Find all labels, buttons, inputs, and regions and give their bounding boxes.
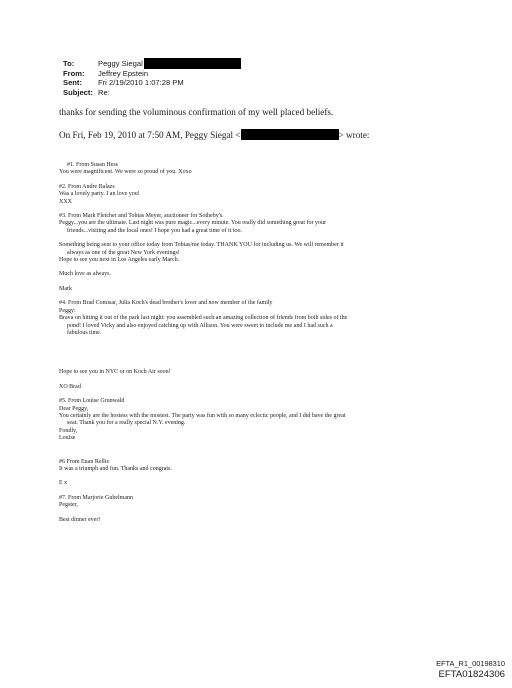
message-line: Fondly,: [59, 427, 78, 434]
quote-intro-line: [59, 130, 369, 140]
message-line: You certainly are the hostess with the mostest. The party was fun with so many eclectic people, and I did have the great: [59, 412, 346, 419]
from-row: [63, 69, 241, 78]
sent-value: Fri 2/19/2010 1:07:28 PM: [98, 78, 184, 88]
efta-code-small: EFTA_R1_00198310: [436, 659, 505, 668]
to-value: Peggy Siegal: [98, 59, 143, 68]
message-line: You were magnificent. We were so proud of you. Xoxo: [59, 169, 192, 176]
message-line: seat. Thank you for a really special N.Y. evening.: [67, 420, 186, 427]
message-heading: #7. From Marjorie Gubelmann: [59, 494, 133, 501]
message-line: Hope to see you next in Los Angeles early March.: [59, 257, 180, 264]
message-line: XXX: [59, 198, 72, 205]
message-heading: #3. From Mark Fletcher and Tobias Meyer, auctioneer for Sotheby's.: [59, 213, 224, 220]
message-line: Louise: [59, 435, 76, 442]
efta-code-large: EFTA01824306: [438, 669, 505, 680]
message-line: always as one of the great New York evenings!: [67, 249, 180, 256]
message-line: fabulous time.: [67, 329, 102, 336]
message-line: It was a triumph and fun. Thanks and congrats.: [59, 465, 172, 472]
message-heading: #2. From Andre Balazs: [59, 183, 115, 190]
subject-value: Re:: [98, 87, 110, 97]
sent-row: [63, 78, 241, 87]
message-line: Best dinner ever!: [59, 516, 101, 523]
quote-intro-text: On Fri, Feb 19, 2010 at 7:50 AM, Peggy Siegal <: [59, 130, 241, 140]
reply-line: thanks for sending the voluminous confirmation of my well placed beliefs.: [59, 107, 334, 117]
quoted-messages: [59, 162, 459, 524]
message-heading: #1. From Susan Hess: [67, 162, 119, 168]
message-line: pond! I loved Vicky and also enjoyed catching up with Allison. You were sweet to include me and I had such a: [67, 322, 333, 329]
message-line: Hope to see you in NYC or on Koch Air soon!: [59, 369, 171, 376]
message-line: Something being sent to your office today from Tobias/me today. THANK YOU for including us. We will remember it: [59, 242, 344, 249]
message-line: Peggy...you are the ultimate. Last night was pure magic...every minute. You really did something great for your: [59, 220, 327, 227]
from-value: Jeffrey Epstein: [98, 69, 149, 78]
subject-row: [63, 88, 241, 97]
message-line: XO Brad: [59, 383, 81, 390]
message-line: friends...visiting and the local ones! I hope you had a great time of it too.: [67, 227, 242, 234]
message-line: E x: [59, 480, 68, 487]
to-label: To:: [63, 59, 75, 68]
message-heading: #4. From Brad Comisar, Julia Koch's dead brother's lover and now member of the family: [59, 300, 273, 307]
to-row: [63, 59, 241, 69]
message-line: Dear Peggy,: [59, 405, 89, 412]
quote-wrote-text: > wrote:: [338, 130, 370, 140]
email-header: [63, 59, 241, 97]
message-line: Pegster,: [59, 502, 78, 509]
message-line: Was a lovely party. I an love you!: [59, 191, 140, 198]
message-heading: #6 From Euan Rellie: [59, 458, 110, 465]
message-line: Brava on hitting it out of the park last night: you assembled such an amazing collection of friends from both sides of the: [59, 315, 348, 322]
redaction-box: [144, 58, 241, 69]
sent-label: Sent:: [63, 78, 82, 88]
message-line: Much love as always.: [59, 271, 111, 278]
message-line: Peggy:: [59, 307, 76, 314]
subject-label: Subject:: [63, 87, 93, 97]
from-label: From:: [63, 69, 85, 78]
redaction-box: [241, 129, 339, 140]
message-heading: #5. From Louise Grunwald: [59, 398, 125, 405]
message-line: Mark: [59, 285, 72, 292]
